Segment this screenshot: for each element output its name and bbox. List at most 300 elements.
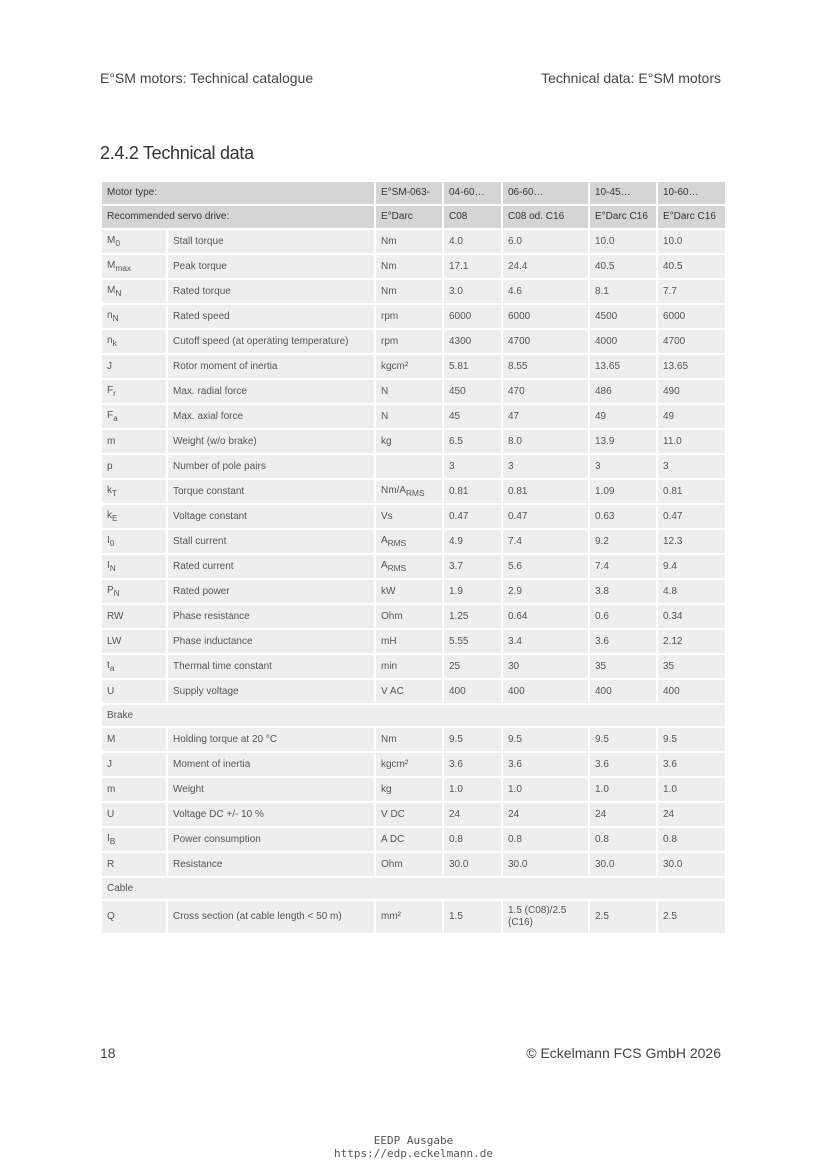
value-cell: 49 — [589, 404, 657, 429]
value-cell: 9.5 — [657, 727, 726, 752]
value-cell: 4700 — [657, 329, 726, 354]
table-row — [101, 777, 726, 802]
table-row — [101, 727, 726, 752]
value-cell: 7.4 — [502, 529, 589, 554]
unit: min — [381, 660, 398, 672]
symbol: LW — [107, 635, 122, 647]
symbol-subscript: a — [113, 412, 118, 423]
value-cell: 2.9 — [502, 579, 589, 604]
symbol-subscript: N — [109, 562, 116, 573]
symbol-cell — [101, 254, 167, 279]
value-cell: 3.7 — [443, 554, 502, 579]
unit-cell — [375, 900, 443, 934]
symbol: J — [107, 758, 112, 770]
symbol-cell — [101, 629, 167, 654]
unit: A DC — [381, 833, 405, 845]
header-cell: E°Darc C16 — [657, 205, 726, 229]
value-cell: 3 — [657, 454, 726, 479]
value-cell: 5.55 — [443, 629, 502, 654]
value-cell: 9.5 — [589, 727, 657, 752]
symbol: k — [107, 484, 112, 496]
unit-cell — [375, 379, 443, 404]
description-cell: Rotor moment of inertia — [167, 354, 375, 379]
symbol-cell — [101, 229, 167, 254]
unit-cell — [375, 329, 443, 354]
table-row — [101, 279, 726, 304]
symbol-cell — [101, 504, 167, 529]
value-cell: 2.5 — [589, 900, 657, 934]
value-cell: 400 — [657, 679, 726, 704]
section-row — [101, 877, 726, 900]
symbol-subscript: k — [112, 337, 117, 348]
value-cell: 400 — [589, 679, 657, 704]
symbol-subscript: 0 — [115, 237, 120, 248]
value-cell: 0.47 — [657, 504, 726, 529]
symbol-subscript: B — [109, 835, 116, 846]
unit-cell — [375, 504, 443, 529]
description-cell: Thermal time constant — [167, 654, 375, 679]
value-cell: 1.0 — [657, 777, 726, 802]
unit: Nm — [381, 260, 397, 272]
value-cell: 0.63 — [589, 504, 657, 529]
header-cell: 06-60… — [502, 181, 589, 205]
table-row — [101, 504, 726, 529]
value-cell: 9.5 — [443, 727, 502, 752]
value-cell: 8.0 — [502, 429, 589, 454]
value-cell: 0.81 — [657, 479, 726, 504]
section-title: 2.4.2 Technical data — [100, 143, 254, 163]
unit: kgcm² — [381, 758, 409, 770]
description-cell: Phase resistance — [167, 604, 375, 629]
value-cell: 24 — [502, 802, 589, 827]
value-cell: 3.6 — [657, 752, 726, 777]
table-row — [101, 827, 726, 852]
symbol: R — [107, 858, 115, 870]
symbol: U — [107, 685, 115, 697]
value-cell: 0.8 — [443, 827, 502, 852]
value-cell: 1.9 — [443, 579, 502, 604]
value-cell: 7.7 — [657, 279, 726, 304]
header-cell: C08 od. C16 — [502, 205, 589, 229]
value-cell: 5.6 — [502, 554, 589, 579]
value-cell: 35 — [657, 654, 726, 679]
value-cell: 6000 — [657, 304, 726, 329]
symbol-cell — [101, 827, 167, 852]
unit-cell — [375, 429, 443, 454]
symbol-cell — [101, 852, 167, 877]
unit: rpm — [381, 310, 399, 322]
value-cell: 8.1 — [589, 279, 657, 304]
symbol-cell — [101, 479, 167, 504]
symbol-cell — [101, 777, 167, 802]
table-row — [101, 679, 726, 704]
value-cell: 13.65 — [589, 354, 657, 379]
value-cell: 6.5 — [443, 429, 502, 454]
value-cell: 3 — [502, 454, 589, 479]
value-cell: 3.6 — [589, 629, 657, 654]
value-cell: 3 — [589, 454, 657, 479]
description-cell: Voltage DC +/- 10 % — [167, 802, 375, 827]
symbol-cell — [101, 654, 167, 679]
symbol-cell — [101, 529, 167, 554]
table-row — [101, 229, 726, 254]
table-row — [101, 379, 726, 404]
value-cell: 0.64 — [502, 604, 589, 629]
symbol-cell — [101, 752, 167, 777]
value-cell: 2.5 — [657, 900, 726, 934]
symbol: F — [107, 384, 114, 396]
unit-cell — [375, 479, 443, 504]
value-cell: 3.0 — [443, 279, 502, 304]
value-cell: 400 — [443, 679, 502, 704]
symbol: m — [107, 435, 116, 447]
description-cell: Stall current — [167, 529, 375, 554]
value-cell: 25 — [443, 654, 502, 679]
unit-cell — [375, 654, 443, 679]
symbol-cell — [101, 454, 167, 479]
value-cell: 0.81 — [443, 479, 502, 504]
symbol-cell — [101, 354, 167, 379]
value-cell: 4500 — [589, 304, 657, 329]
value-cell: 4.0 — [443, 229, 502, 254]
description-cell: Torque constant — [167, 479, 375, 504]
table-row — [101, 629, 726, 654]
description-cell: Resistance — [167, 852, 375, 877]
value-cell: 35 — [589, 654, 657, 679]
symbol-cell — [101, 579, 167, 604]
value-cell: 40.5 — [589, 254, 657, 279]
value-cell: 4700 — [502, 329, 589, 354]
edition-stamp — [0, 1134, 827, 1160]
unit-cell — [375, 752, 443, 777]
unit-cell — [375, 404, 443, 429]
unit: rpm — [381, 335, 399, 347]
value-cell: 8.55 — [502, 354, 589, 379]
section-row — [101, 704, 726, 727]
value-cell: 45 — [443, 404, 502, 429]
section-label: Cable — [101, 877, 726, 900]
value-cell: 10.0 — [657, 229, 726, 254]
value-cell: 3.6 — [443, 752, 502, 777]
table-row — [101, 254, 726, 279]
value-cell: 30.0 — [657, 852, 726, 877]
description-cell: Stall torque — [167, 229, 375, 254]
unit: Nm/A — [381, 484, 406, 496]
value-cell: 1.0 — [502, 777, 589, 802]
symbol-cell — [101, 727, 167, 752]
symbol-cell — [101, 304, 167, 329]
symbol: F — [107, 409, 114, 421]
value-cell: 11.0 — [657, 429, 726, 454]
symbol: U — [107, 808, 115, 820]
value-cell: 24.4 — [502, 254, 589, 279]
value-cell: 13.65 — [657, 354, 726, 379]
symbol: I — [107, 559, 110, 571]
unit: kgcm² — [381, 360, 409, 372]
header-cell: Recommended servo drive: — [101, 205, 375, 229]
symbol-subscript: N — [113, 587, 120, 598]
value-cell: 1.09 — [589, 479, 657, 504]
header-cell: 10-45… — [589, 181, 657, 205]
value-cell: 9.4 — [657, 554, 726, 579]
running-header-left: E°SM motors: Technical catalogue — [100, 70, 314, 86]
value-cell: 5.81 — [443, 354, 502, 379]
symbol: I — [107, 534, 110, 546]
symbol: M — [107, 234, 116, 246]
symbol: M — [107, 733, 116, 745]
description-cell: Cross section (at cable length < 50 m) — [167, 900, 375, 934]
unit-cell — [375, 852, 443, 877]
value-cell: 3.6 — [589, 752, 657, 777]
header-cell: 10-60… — [657, 181, 726, 205]
symbol-cell — [101, 554, 167, 579]
value-cell: 3.4 — [502, 629, 589, 654]
unit: V AC — [381, 685, 404, 697]
symbol-cell — [101, 329, 167, 354]
symbol-subscript: E — [112, 512, 118, 523]
running-header-right: Technical data: E°SM motors — [541, 70, 721, 86]
value-cell: 6.0 — [502, 229, 589, 254]
stamp-line-edition: EEDP Ausgabe — [373, 1134, 454, 1147]
symbol: M — [107, 284, 116, 296]
copyright-notice: © Eckelmann FCS GmbH 2026 — [526, 1045, 721, 1061]
header-cell: E°Darc C16 — [589, 205, 657, 229]
header-cell: Motor type: — [101, 181, 375, 205]
unit: Ohm — [381, 858, 403, 870]
symbol: Q — [107, 911, 115, 922]
symbol: p — [107, 460, 113, 472]
value-cell: 13.9 — [589, 429, 657, 454]
symbol-cell — [101, 379, 167, 404]
header-cell: E°SM-063- — [375, 181, 443, 205]
value-cell: 0.81 — [502, 479, 589, 504]
description-cell: Max. radial force — [167, 379, 375, 404]
symbol-subscript: max — [115, 262, 132, 273]
symbol: P — [107, 584, 114, 596]
unit-subscript: RMS — [387, 562, 407, 573]
unit: mm² — [381, 911, 401, 922]
value-cell: 17.1 — [443, 254, 502, 279]
value-cell: 1.5 — [443, 900, 502, 934]
description-cell: Holding torque at 20 °C — [167, 727, 375, 752]
table-row — [101, 479, 726, 504]
symbol: RW — [107, 610, 124, 622]
unit-cell — [375, 229, 443, 254]
value-cell: 0.6 — [589, 604, 657, 629]
description-cell: Rated power — [167, 579, 375, 604]
value-cell: 30.0 — [443, 852, 502, 877]
value-cell: 10.0 — [589, 229, 657, 254]
symbol-subscript: r — [113, 387, 116, 398]
value-cell: 3.6 — [502, 752, 589, 777]
symbol: t — [107, 659, 110, 671]
symbol: m — [107, 783, 116, 795]
unit-cell — [375, 802, 443, 827]
value-cell: 4300 — [443, 329, 502, 354]
value-cell: 4000 — [589, 329, 657, 354]
symbol-cell — [101, 802, 167, 827]
unit: A — [381, 534, 388, 546]
table-row — [101, 429, 726, 454]
value-cell: 0.34 — [657, 604, 726, 629]
table-row — [101, 454, 726, 479]
symbol: n — [107, 334, 113, 346]
value-cell: 47 — [502, 404, 589, 429]
value-cell: 470 — [502, 379, 589, 404]
table-row — [101, 579, 726, 604]
value-cell: 6000 — [443, 304, 502, 329]
symbol-subscript: a — [109, 662, 115, 673]
symbol: M — [107, 259, 116, 271]
table-row — [101, 329, 726, 354]
unit: N — [381, 410, 389, 422]
unit-cell — [375, 777, 443, 802]
unit-subscript: RMS — [406, 487, 425, 498]
value-cell: 0.8 — [589, 827, 657, 852]
value-cell: 1.5 (C08)/2.5 (C16) — [502, 900, 589, 934]
unit: A — [381, 559, 388, 571]
table-row — [101, 529, 726, 554]
unit: Nm — [381, 285, 397, 297]
value-cell: 450 — [443, 379, 502, 404]
unit-cell — [375, 679, 443, 704]
value-cell: 30.0 — [502, 852, 589, 877]
symbol-cell — [101, 900, 167, 934]
value-cell: 49 — [657, 404, 726, 429]
value-cell: 30.0 — [589, 852, 657, 877]
symbol: J — [107, 360, 112, 372]
value-cell: 2.12 — [657, 629, 726, 654]
description-cell: Peak torque — [167, 254, 375, 279]
technical-data-table — [100, 180, 727, 935]
symbol: I — [107, 832, 110, 844]
unit-cell — [375, 279, 443, 304]
section-label: Brake — [101, 704, 726, 727]
value-cell: 24 — [443, 802, 502, 827]
unit: Nm — [381, 733, 397, 745]
unit-cell — [375, 604, 443, 629]
header-cell: 04-60… — [443, 181, 502, 205]
description-cell: Supply voltage — [167, 679, 375, 704]
value-cell: 0.8 — [502, 827, 589, 852]
table-row — [101, 852, 726, 877]
value-cell: 490 — [657, 379, 726, 404]
unit-cell — [375, 529, 443, 554]
symbol-cell — [101, 429, 167, 454]
value-cell: 0.8 — [657, 827, 726, 852]
table-row — [101, 900, 726, 934]
symbol-cell — [101, 679, 167, 704]
value-cell: 4.9 — [443, 529, 502, 554]
unit-subscript: RMS — [387, 537, 407, 548]
unit-cell — [375, 454, 443, 479]
table-row — [101, 802, 726, 827]
description-cell: Power consumption — [167, 827, 375, 852]
header-row-servo-drive — [101, 205, 726, 229]
value-cell: 12.3 — [657, 529, 726, 554]
symbol-subscript: N — [112, 312, 119, 323]
header-cell: E°Darc — [375, 205, 443, 229]
table-row — [101, 404, 726, 429]
value-cell: 30 — [502, 654, 589, 679]
description-cell: Moment of inertia — [167, 752, 375, 777]
unit-cell — [375, 304, 443, 329]
table-row — [101, 354, 726, 379]
unit: kW — [381, 585, 396, 597]
symbol-cell — [101, 404, 167, 429]
unit-cell — [375, 727, 443, 752]
value-cell: 6000 — [502, 304, 589, 329]
symbol-cell — [101, 604, 167, 629]
value-cell: 486 — [589, 379, 657, 404]
unit: kg — [381, 783, 392, 795]
description-cell: Weight — [167, 777, 375, 802]
value-cell: 24 — [657, 802, 726, 827]
unit-cell — [375, 354, 443, 379]
page-number: 18 — [100, 1045, 116, 1061]
description-cell: Rated current — [167, 554, 375, 579]
value-cell: 7.4 — [589, 554, 657, 579]
unit: V DC — [381, 808, 405, 820]
symbol-cell — [101, 279, 167, 304]
table-row — [101, 752, 726, 777]
unit: kg — [381, 435, 392, 447]
unit-cell — [375, 629, 443, 654]
value-cell: 1.0 — [589, 777, 657, 802]
value-cell: 40.5 — [657, 254, 726, 279]
unit-cell — [375, 254, 443, 279]
value-cell: 0.47 — [443, 504, 502, 529]
table-row — [101, 604, 726, 629]
value-cell: 0.47 — [502, 504, 589, 529]
symbol-subscript: N — [115, 287, 122, 298]
description-cell: Rated torque — [167, 279, 375, 304]
value-cell: 3.8 — [589, 579, 657, 604]
unit-cell — [375, 554, 443, 579]
stamp-line-url: https://edp.eckelmann.de — [334, 1147, 493, 1160]
header-cell: C08 — [443, 205, 502, 229]
description-cell: Number of pole pairs — [167, 454, 375, 479]
description-cell: Cutoff speed (at operating temperature) — [167, 329, 375, 354]
description-cell: Voltage constant — [167, 504, 375, 529]
unit: mH — [381, 635, 397, 647]
symbol: k — [107, 509, 112, 521]
symbol-subscript: T — [112, 487, 118, 498]
symbol: n — [107, 309, 113, 321]
value-cell: 1.0 — [443, 777, 502, 802]
description-cell: Weight (w/o brake) — [167, 429, 375, 454]
value-cell: 4.8 — [657, 579, 726, 604]
table-row — [101, 654, 726, 679]
description-cell: Max. axial force — [167, 404, 375, 429]
unit: Vs — [381, 510, 393, 522]
table-row — [101, 554, 726, 579]
value-cell: 400 — [502, 679, 589, 704]
technical-data-body — [101, 181, 726, 934]
value-cell: 1.25 — [443, 604, 502, 629]
value-cell: 4.6 — [502, 279, 589, 304]
description-cell: Rated speed — [167, 304, 375, 329]
value-cell: 3 — [443, 454, 502, 479]
unit: Nm — [381, 235, 397, 247]
table-row — [101, 304, 726, 329]
value-cell: 9.2 — [589, 529, 657, 554]
unit-cell — [375, 827, 443, 852]
value-cell: 24 — [589, 802, 657, 827]
header-row-motor-type — [101, 181, 726, 205]
unit: N — [381, 385, 389, 397]
description-cell: Phase inductance — [167, 629, 375, 654]
